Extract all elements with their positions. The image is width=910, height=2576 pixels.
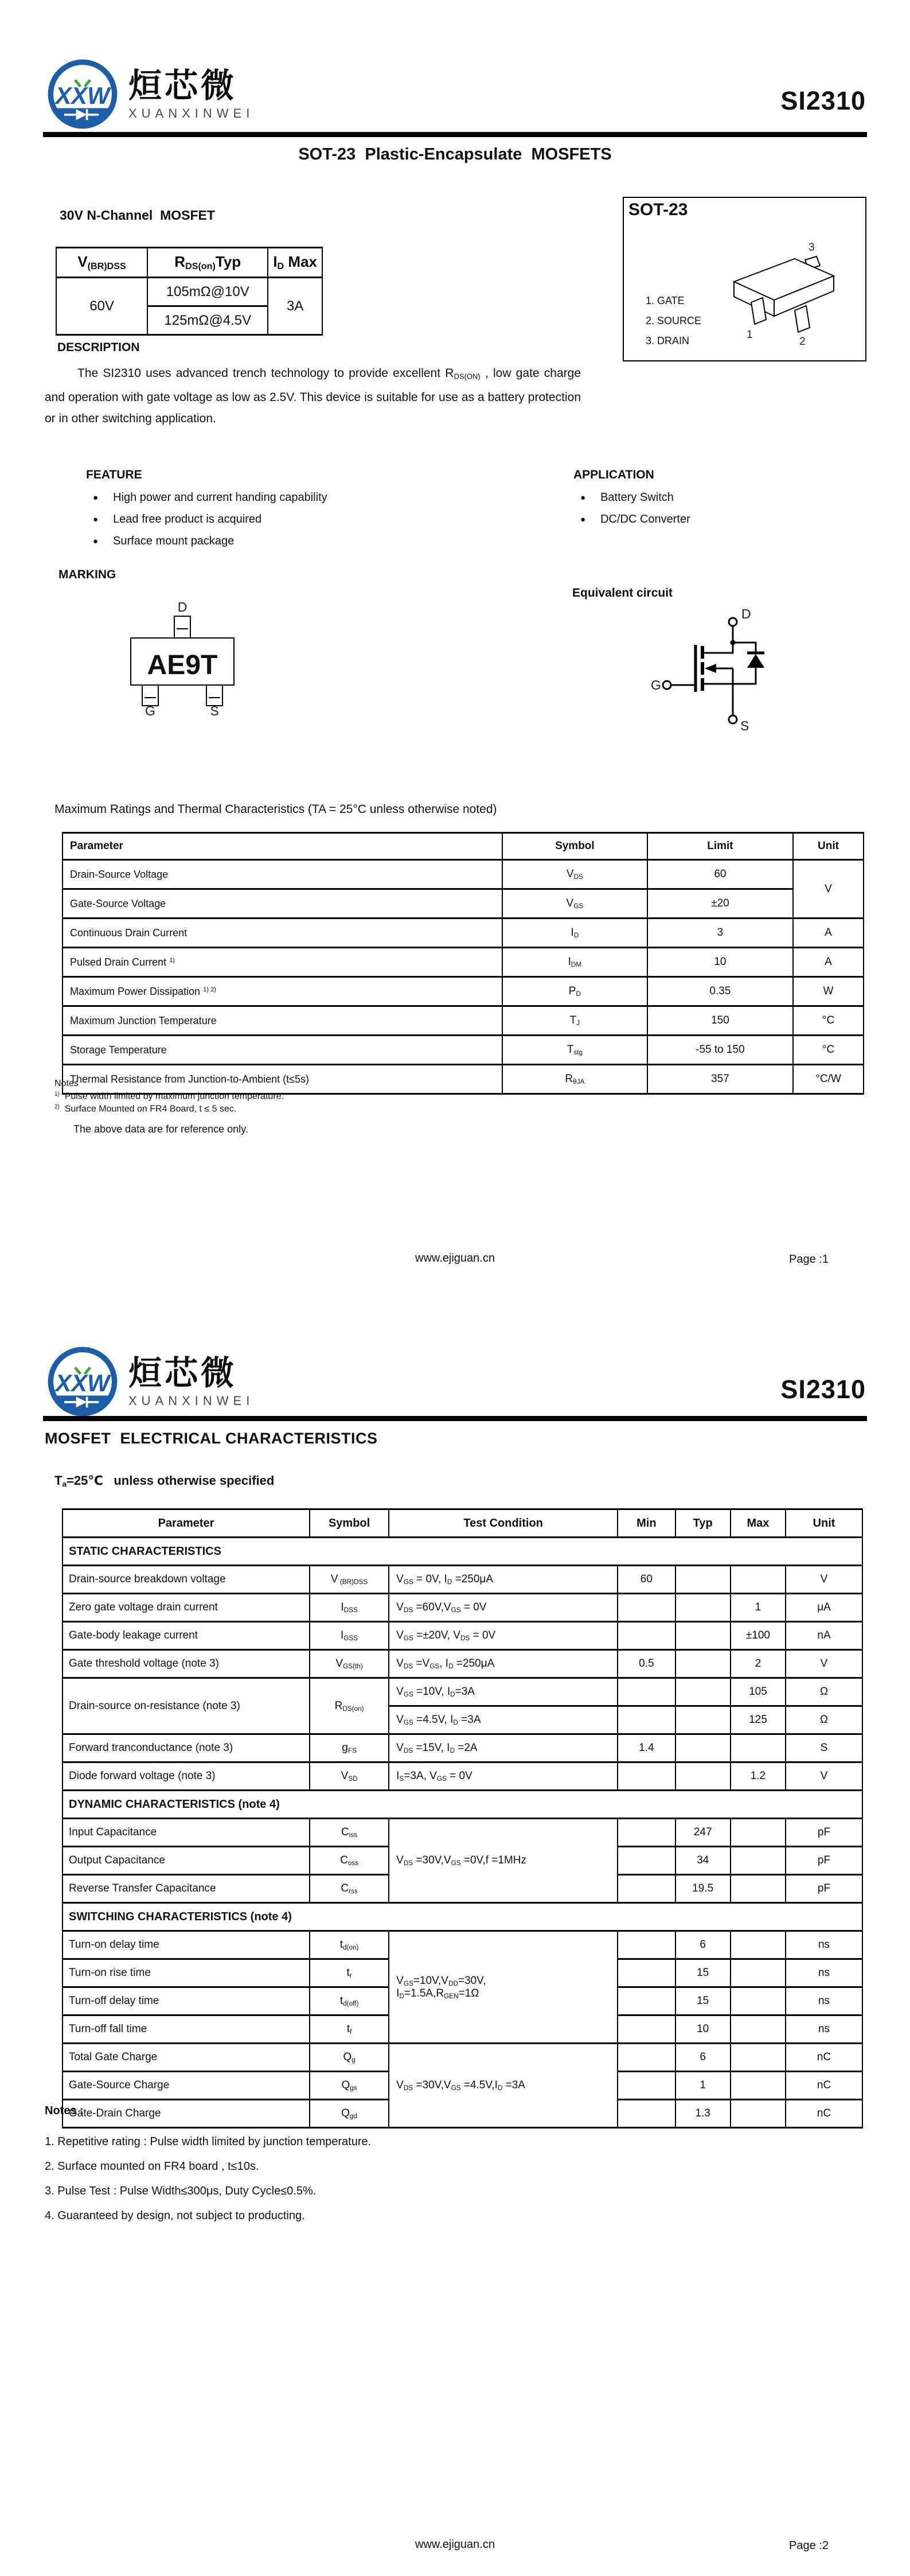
table-cell: $C_{iss}$ <box>310 1819 389 1847</box>
table-cell: $R_{\theta JA}$ <box>502 1065 647 1094</box>
pin-assignment-list <box>646 291 701 351</box>
table-cell <box>618 1706 675 1734</box>
table-cell <box>618 1622 675 1650</box>
table-row <box>63 1566 862 1594</box>
table-cell: $V_{SD}$ <box>310 1762 389 1791</box>
list-item-text: 2. SOURCE <box>646 315 702 326</box>
ratings-notes-heading: Notes <box>54 1079 79 1088</box>
table-cell: 1 <box>731 1594 786 1622</box>
table-cell <box>675 1566 731 1594</box>
table-cell: Turn-on rise time <box>63 1959 310 1987</box>
table-cell: Zero gate voltage drain current <box>63 1594 310 1622</box>
data-table <box>62 1508 863 2128</box>
package-pin1-number: 1 <box>747 329 753 341</box>
column-header: Parameter <box>63 833 502 860</box>
table-row <box>63 1903 862 1931</box>
table-cell <box>618 1762 675 1791</box>
feature-heading: FEATURE <box>86 468 142 481</box>
table-cell: ns <box>786 1959 862 1987</box>
footer-page-number-2: Page :2 <box>789 2539 829 2552</box>
table-cell: ns <box>786 1987 862 2015</box>
table-cell: Output Capacitance <box>63 1847 310 1875</box>
logo-mark-icon <box>45 1344 120 1419</box>
table-cell <box>618 1847 675 1875</box>
table-cell <box>731 1566 786 1594</box>
table-cell: °C/W <box>793 1065 864 1094</box>
logo-english-name: XUANXINWEI <box>128 1393 255 1408</box>
header-divider <box>43 132 867 137</box>
table-row <box>63 1762 862 1791</box>
subtitle: 30V N-Channel MOSFET <box>60 208 215 223</box>
table-cell: nC <box>786 2044 862 2072</box>
list-item-text: Lead free product is acquired <box>113 512 262 526</box>
table-cell <box>675 1622 731 1650</box>
table-cell: 1.3 <box>675 2100 731 2128</box>
table-cell: V <box>786 1762 862 1791</box>
list-item-text: DC/DC Converter <box>600 512 690 526</box>
table-cell: $V_{DS} =30V,V_{GS} =4.5V,I_D =3A$ <box>389 2044 618 2128</box>
electrical-characteristics-heading: MOSFET ELECTRICAL CHARACTERISTICS <box>45 1430 378 1447</box>
table-cell: Ω <box>786 1706 862 1734</box>
table-cell: 105 <box>731 1678 786 1706</box>
list-item-text: High power and current handing capability <box>113 491 327 504</box>
marking-pin-d-label: D <box>177 602 188 614</box>
table-cell: Gate threshold voltage (note 3) <box>63 1650 310 1678</box>
footer-page-number-1: Page :1 <box>789 1253 829 1266</box>
table-cell: $Q_{gs}$ <box>310 2072 389 2100</box>
table-cell: 6 <box>675 1931 731 1959</box>
list-item-text: 3. DRAIN <box>646 335 690 347</box>
table-cell: $Q_{gd}$ <box>310 2100 389 2128</box>
table-cell <box>675 1762 731 1791</box>
table-cell: pF <box>786 1875 862 1903</box>
table-cell: 357 <box>647 1065 793 1094</box>
table-cell: pF <box>786 1847 862 1875</box>
table-cell: $g_{FS}$ <box>310 1734 389 1762</box>
table-cell: ns <box>786 1931 862 1959</box>
list-item-text: 4. Guaranteed by design, not subject to producting. <box>45 2209 305 2222</box>
table-cell: $V_{GS} =\pm 20V$, $V_{DS} = 0V$ <box>389 1622 618 1650</box>
section-header-cell: DYNAMIC CHARACTERISTICS (note 4) <box>63 1791 862 1819</box>
table-cell: 15 <box>675 1987 731 2015</box>
table-cell <box>675 1706 731 1734</box>
table-cell <box>618 2015 675 2044</box>
table-cell: Ω <box>786 1678 862 1706</box>
equivalent-circuit-heading: Equivalent circuit <box>572 586 673 600</box>
table-row <box>63 1538 862 1566</box>
table-cell: 0.35 <box>647 977 793 1006</box>
table-cell: 247 <box>675 1819 731 1847</box>
table-header-row <box>63 1509 862 1538</box>
table-cell <box>618 2072 675 2100</box>
table-cell: pF <box>786 1819 862 1847</box>
table-cell: 10 <box>647 948 793 977</box>
table-cell: A <box>793 919 864 948</box>
column-header: Min <box>618 1509 675 1538</box>
table-cell: Gate-Source Voltage <box>63 889 502 919</box>
logo-chinese-name: 烜芯微 <box>128 67 237 104</box>
logo-text-block <box>128 1344 254 1408</box>
electrical-characteristics-table <box>62 1508 863 2128</box>
table-cell: $t_f$ <box>310 2015 389 2044</box>
table-cell: V <box>786 1566 862 1594</box>
table-cell: V <box>786 1650 862 1678</box>
list-item <box>45 2204 371 2228</box>
table-cell: Thermal Resistance from Junction-to-Ambient (t≤5s) <box>63 1065 502 1094</box>
marking-code: AE9T <box>147 650 218 680</box>
table-cell: $V_{DS} =30V,V_{GS} =0V,f =1MHz$ <box>389 1819 618 1903</box>
table-cell <box>731 1819 786 1847</box>
section-header-cell: STATIC CHARACTERISTICS <box>63 1538 862 1566</box>
list-item <box>45 2130 371 2154</box>
table-row <box>63 1734 862 1762</box>
table-cell: -55 to 150 <box>647 1036 793 1065</box>
logo-english-name: XUANXINWEI <box>128 106 255 120</box>
column-header: Max <box>731 1509 786 1538</box>
table-cell: $V_{GS} = 0V$, $I_D =250\mu A$ <box>389 1566 618 1594</box>
table-header-row <box>56 248 322 278</box>
table-row <box>63 1650 862 1678</box>
table-cell: $I_S=3A$, $V_{GS} = 0V$ <box>389 1762 618 1791</box>
table-cell: 1.4 <box>618 1734 675 1762</box>
list-item <box>45 2154 371 2179</box>
column-header: $R_{DS(on)}Typ$ <box>147 248 268 278</box>
table-row <box>63 1065 864 1094</box>
table-cell: S <box>786 1734 862 1762</box>
table-cell: $t_r$ <box>310 1959 389 1987</box>
table-cell: A <box>793 948 864 977</box>
table-cell: Pulsed Drain Current $^{1)}$ <box>63 948 502 977</box>
table-cell: Drain-source on-resistance (note 3) <box>63 1678 310 1734</box>
circuit-gate-label: G <box>651 678 661 692</box>
table-cell: Reverse Transfer Capacitance <box>63 1875 310 1903</box>
list-item-text: 3. Pulse Test : Pulse Width≤300μs, Duty Cycle≤0.5%. <box>45 2185 317 2197</box>
table-cell: 3 <box>647 919 793 948</box>
list-item <box>45 2179 371 2204</box>
table-cell: Forward tranconductance (note 3) <box>63 1734 310 1762</box>
table-cell: nA <box>786 1622 862 1650</box>
package-pin2-number: 2 <box>799 336 806 348</box>
table-cell: 15 <box>675 1959 731 1987</box>
table-cell: Turn-off fall time <box>63 2015 310 2044</box>
table-cell: Gate-Drain Charge <box>63 2100 310 2128</box>
package-outline-box <box>623 197 866 361</box>
column-header: Symbol <box>502 833 647 860</box>
table-cell <box>675 1734 731 1762</box>
table-cell <box>618 1594 675 1622</box>
table-cell: $V_{GS(th)}$ <box>310 1650 389 1678</box>
table-cell: $C_{oss}$ <box>310 1847 389 1875</box>
footer-website: www.ejiguan.cn <box>415 1252 495 1264</box>
table-cell: 1 <box>675 2072 731 2100</box>
table-row <box>63 1819 862 1847</box>
table-cell: V $_{(BR)DSS}$ <box>310 1566 389 1594</box>
feature-list <box>93 487 327 552</box>
table-row <box>63 1931 862 1959</box>
table-cell: 60V <box>56 278 147 335</box>
column-header: $V_{(BR)DSS}$ <box>56 248 147 278</box>
column-header: Unit <box>793 833 864 860</box>
table-cell: $I_{DM}$ <box>502 948 647 977</box>
table-cell: 150 <box>647 1006 793 1036</box>
list-item <box>93 508 327 530</box>
table-cell: $P_D$ <box>502 977 647 1006</box>
table-cell: 60 <box>618 1566 675 1594</box>
table-cell: 125mΩ@4.5V <box>147 306 268 335</box>
table-row <box>63 1036 864 1065</box>
marking-heading: MARKING <box>58 568 116 581</box>
column-header: Unit <box>786 1509 862 1538</box>
table-cell: ns <box>786 2015 862 2044</box>
table-cell <box>731 1734 786 1762</box>
table-cell: 60 <box>647 860 793 889</box>
maximum-ratings-table <box>62 832 864 1095</box>
table-cell: 34 <box>675 1847 731 1875</box>
table-cell: μA <box>786 1594 862 1622</box>
page-title: SOT-23 Plastic-Encapsulate MOSFETS <box>298 145 612 164</box>
table-row <box>56 278 322 306</box>
list-item <box>54 1090 284 1103</box>
disclaimer-text: The above data are for reference only. <box>73 1123 248 1135</box>
table-cell <box>618 1875 675 1903</box>
table-row <box>63 1791 862 1819</box>
table-cell: ±100 <box>731 1622 786 1650</box>
table-cell: $V_{DS}$ <box>502 860 647 889</box>
table-cell <box>675 1594 731 1622</box>
table-row <box>63 1622 862 1650</box>
list-item <box>580 508 690 530</box>
header-divider <box>43 1416 867 1421</box>
table-cell: $V_{GS} =4.5V$, $I_D =3A$ <box>389 1706 618 1734</box>
table-cell: Total Gate Charge <box>63 2044 310 2072</box>
list-item <box>646 291 701 311</box>
table-cell <box>731 1987 786 2015</box>
list-item-text: 1. Repetitive rating : Pulse width limited by junction temperature. <box>45 2135 372 2148</box>
logo-letters: XXW <box>55 1369 110 1396</box>
table-cell: $C_{rss}$ <box>310 1875 389 1903</box>
table-cell <box>731 2100 786 2128</box>
column-header: Parameter <box>63 1509 310 1538</box>
list-item-text: Surface mount package <box>113 534 235 547</box>
elec-notes-list <box>45 2130 371 2228</box>
column-header: Symbol <box>310 1509 389 1538</box>
table-row <box>63 860 864 889</box>
logo-letters: XXW <box>55 81 110 109</box>
table-cell: 1.2 <box>731 1762 786 1791</box>
table-cell: 3A <box>268 278 322 335</box>
bullet-icon: ● <box>580 492 586 503</box>
table-cell: $V_{DS} =V_{GS}$, $I_D =250\mu A$ <box>389 1650 618 1678</box>
table-cell: Maximum Junction Temperature <box>63 1006 502 1036</box>
table-row <box>63 2044 862 2072</box>
table-cell: 6 <box>675 2044 731 2072</box>
list-item-text: 1. GATE <box>646 295 685 306</box>
table-cell <box>675 1650 731 1678</box>
table-cell: 2 <box>731 1650 786 1678</box>
application-heading: APPLICATION <box>573 468 654 481</box>
data-table <box>62 832 864 1095</box>
circuit-drain-label: D <box>741 607 751 621</box>
table-cell <box>675 1678 731 1706</box>
table-cell: 0.5 <box>618 1650 675 1678</box>
package-name: SOT-23 <box>628 200 688 219</box>
table-cell: ±20 <box>647 889 793 919</box>
ratings-title: Maximum Ratings and Thermal Characteristics (TA = 25°C unless otherwise noted) <box>54 803 497 816</box>
section-header-cell: SWITCHING CHARACTERISTICS (note 4) <box>63 1903 862 1931</box>
table-cell: $t_{d(on)}$ <box>310 1931 389 1959</box>
elec-notes-heading: Notes : <box>45 2104 84 2117</box>
bullet-icon: ● <box>93 492 99 503</box>
table-row <box>63 889 864 919</box>
table-cell: Maximum Power Dissipation $^{1) 2)}$ <box>63 977 502 1006</box>
table-cell <box>731 1875 786 1903</box>
list-item-text: $^{1)}$ Pulse width limited by maximum junction temperature. <box>54 1091 284 1102</box>
column-header: Test Condition <box>389 1509 618 1538</box>
table-cell: Gate-Source Charge <box>63 2072 310 2100</box>
table-cell: $R_{DS(on)}$ <box>310 1678 389 1734</box>
table-cell <box>731 1847 786 1875</box>
table-cell: nC <box>786 2072 862 2100</box>
table-cell <box>731 2015 786 2044</box>
table-cell: 105mΩ@10V <box>147 278 268 306</box>
list-item-text: $^{2)}$ Surface Mounted on FR4 Board, t ≤ 5 sec. <box>54 1103 237 1114</box>
table-cell <box>618 1931 675 1959</box>
table-cell: °C <box>793 1036 864 1065</box>
logo-chinese-name: 烜芯微 <box>128 1355 237 1392</box>
column-header: Typ <box>675 1509 731 1538</box>
table-cell: Drain-source breakdown voltage <box>63 1566 310 1594</box>
table-cell: $Q_g$ <box>310 2044 389 2072</box>
list-item-text: 2. Surface mounted on FR4 board , t≤10s. <box>45 2160 259 2173</box>
table-cell: $I_{DSS}$ <box>310 1594 389 1622</box>
bullet-icon: ● <box>93 514 99 524</box>
table-row <box>63 977 864 1006</box>
package-pin3-number: 3 <box>809 242 815 254</box>
table-cell: $I_D$ <box>502 919 647 948</box>
table-cell: V <box>793 860 864 919</box>
table-cell: $V_{GS}=10V,V_{DD}=30V$, $I_D=1.5A,R_{GEN}=1\Omega$ <box>389 1931 618 2044</box>
table-cell <box>731 2044 786 2072</box>
table-cell: $V_{DS} =15V$, $I_D =2A$ <box>389 1734 618 1762</box>
list-item <box>93 530 327 552</box>
application-list <box>580 487 690 530</box>
sot23-package-drawing <box>721 240 847 352</box>
table-cell: $T_J$ <box>502 1006 647 1036</box>
part-number: SI2310 <box>780 1375 866 1404</box>
marking-diagram <box>125 602 240 717</box>
table-cell <box>618 2044 675 2072</box>
ratings-notes-list <box>54 1090 284 1115</box>
marking-pin-g-label: G <box>145 703 155 717</box>
table-cell: $T_{stg}$ <box>502 1036 647 1065</box>
table-cell: Storage Temperature <box>63 1036 502 1065</box>
column-header: Limit <box>647 833 793 860</box>
table-cell: 125 <box>731 1706 786 1734</box>
table-cell: nC <box>786 2100 862 2128</box>
table-cell <box>731 2072 786 2100</box>
table-cell: Turn-on delay time <box>63 1931 310 1959</box>
table-cell: $t_{d(off)}$ <box>310 1987 389 2015</box>
list-item <box>54 1103 284 1115</box>
bullet-icon: ● <box>580 514 586 524</box>
table-row <box>63 948 864 977</box>
table-row <box>63 1006 864 1036</box>
table-cell: $I_{GSS}$ <box>310 1622 389 1650</box>
summary-table <box>56 247 323 336</box>
table-cell <box>618 2100 675 2128</box>
company-logo <box>45 1344 254 1419</box>
table-cell: $V_{GS} =10V$, $I_D=3A$ <box>389 1678 618 1706</box>
table-cell <box>618 1819 675 1847</box>
table-cell: Drain-Source Voltage <box>63 860 502 889</box>
table-cell: Turn-off delay time <box>63 1987 310 2015</box>
list-item <box>93 487 327 508</box>
table-cell: Gate-body leakage current <box>63 1622 310 1650</box>
table-cell <box>731 1959 786 1987</box>
list-item-text: Battery Switch <box>600 491 674 504</box>
list-item <box>646 311 701 331</box>
table-cell: °C <box>793 1006 864 1036</box>
logo-mark-icon <box>45 56 120 132</box>
table-row <box>63 919 864 948</box>
column-header: $I_D$ Max <box>268 248 322 278</box>
logo-text-block <box>128 56 254 121</box>
table-cell: Input Capacitance <box>63 1819 310 1847</box>
table-cell <box>618 1678 675 1706</box>
list-item <box>646 331 701 351</box>
marking-pin-s-label: S <box>210 703 219 717</box>
table-cell: W <box>793 977 864 1006</box>
description-heading: DESCRIPTION <box>57 341 140 354</box>
circuit-source-label: S <box>740 718 749 733</box>
table-cell: Continuous Drain Current <box>63 919 502 948</box>
equivalent-circuit-diagram <box>650 607 776 736</box>
table-header-row <box>63 833 864 860</box>
table-cell: $V_{GS}$ <box>502 889 647 919</box>
table-cell: $V_{DS} =60V,V_{GS} = 0V$ <box>389 1594 618 1622</box>
table-cell <box>618 1959 675 1987</box>
table-row <box>63 1678 862 1706</box>
table-cell <box>618 1987 675 2015</box>
part-number: SI2310 <box>780 86 866 115</box>
test-temperature-condition: $T_a=25℃$ unless otherwise specified <box>54 1473 275 1489</box>
table-row <box>63 1594 862 1622</box>
list-item <box>580 487 690 508</box>
table-cell: 10 <box>675 2015 731 2044</box>
table-cell: Diode forward voltage (note 3) <box>63 1762 310 1791</box>
description-paragraph: The SI2310 uses advanced trench technology to provide excellent $R_{DS(ON)}$ , low gate charge and operation with gate voltage as low as 2.5V. This device is suitable for use as a battery protection or in other switching application. <box>45 367 581 426</box>
table-cell <box>731 1931 786 1959</box>
bullet-icon: ● <box>93 536 99 546</box>
footer-website: www.ejiguan.cn <box>415 2538 495 2551</box>
data-table <box>56 247 323 336</box>
table-cell: 19.5 <box>675 1875 731 1903</box>
company-logo <box>45 56 254 132</box>
